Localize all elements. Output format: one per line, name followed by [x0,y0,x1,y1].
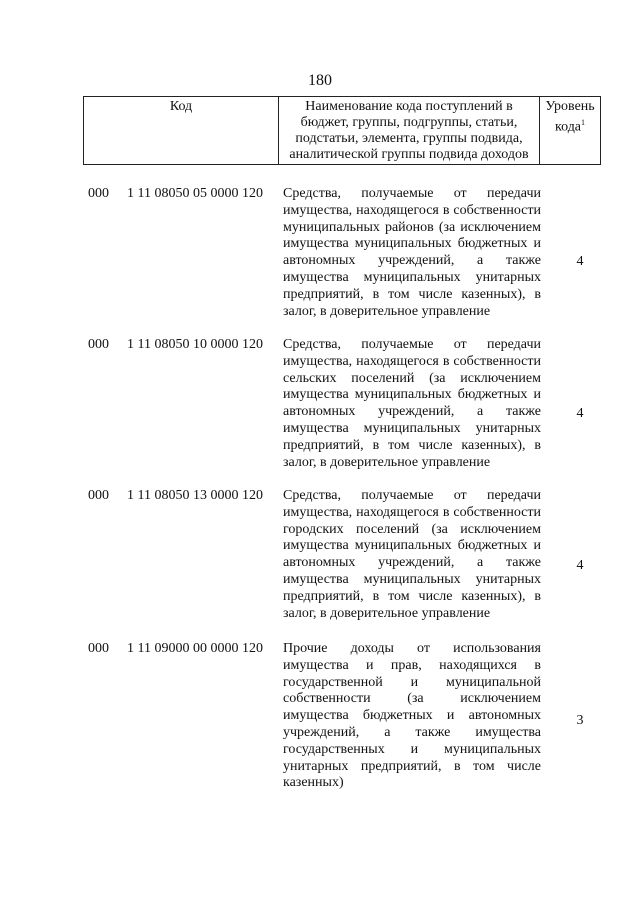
table-row [0,337,640,488]
revenue-name: Средства, получаемые от передачи имущества, находящегося в собственности сельских поселений (за исключением имущества муниципальных бюджетных и автономных учреждений, а также имущества муниципальных унитарных предприятий, в том числе казенных), в залог, в доверительное управление [283,337,541,470]
revenue-name: Средства, получаемые от передачи имущества, находящегося в собственности городских поселений (за исключением имущества муниципальных бюджетных и автономных учреждений, а также имущества муниципальных унитарных предприятий, в том числе казенных), в залог, в доверительное управление [283,488,541,621]
revenue-name: Прочие доходы от использования имущества и прав, находящихся в государственной и муниципальной собственности (за исключением имущества бюджетных и автономных учреждений, а также имущества государственных и муниципальных унитарных предприятий, в том числе казенных) [283,641,541,791]
header-level-label: Уровень кода [545,99,595,135]
code-level: 4 [576,254,584,269]
table-row [0,641,640,801]
header-code: Код [84,97,279,165]
header-name: Наименование кода поступлений в бюджет, группы, подгруппы, статьи, подстатьи, элемента, группы подвида, аналитической группы подвида доходов [279,97,540,165]
code-level: 4 [576,406,584,421]
page-number: 180 [308,72,332,89]
table-row [0,488,640,641]
revenue-code: 1 11 08050 05 0000 120 [127,186,263,201]
table-body [0,186,640,801]
revenue-code: 1 11 08050 10 0000 120 [127,337,263,352]
revenue-name: Средства, получаемые от передачи имущества, находящегося в собственности муниципальных районов (за исключением имущества муниципальных бюджетных и автономных учреждений, а также имущества муниципальных унитарных предприятий, в том числе казенных), в залог, в доверительное управление [283,186,541,319]
code-level: 3 [576,713,584,728]
header-level [540,97,601,165]
admin-code: 000 [88,186,109,201]
admin-code: 000 [88,488,109,503]
admin-code: 000 [88,337,109,352]
admin-code: 000 [88,641,109,656]
table-header [83,96,601,165]
revenue-code: 1 11 09000 00 0000 120 [127,641,263,656]
code-level: 4 [576,558,584,573]
table-row [0,186,640,337]
header-level-footnote: 1 [581,118,586,127]
revenue-code: 1 11 08050 13 0000 120 [127,488,263,503]
